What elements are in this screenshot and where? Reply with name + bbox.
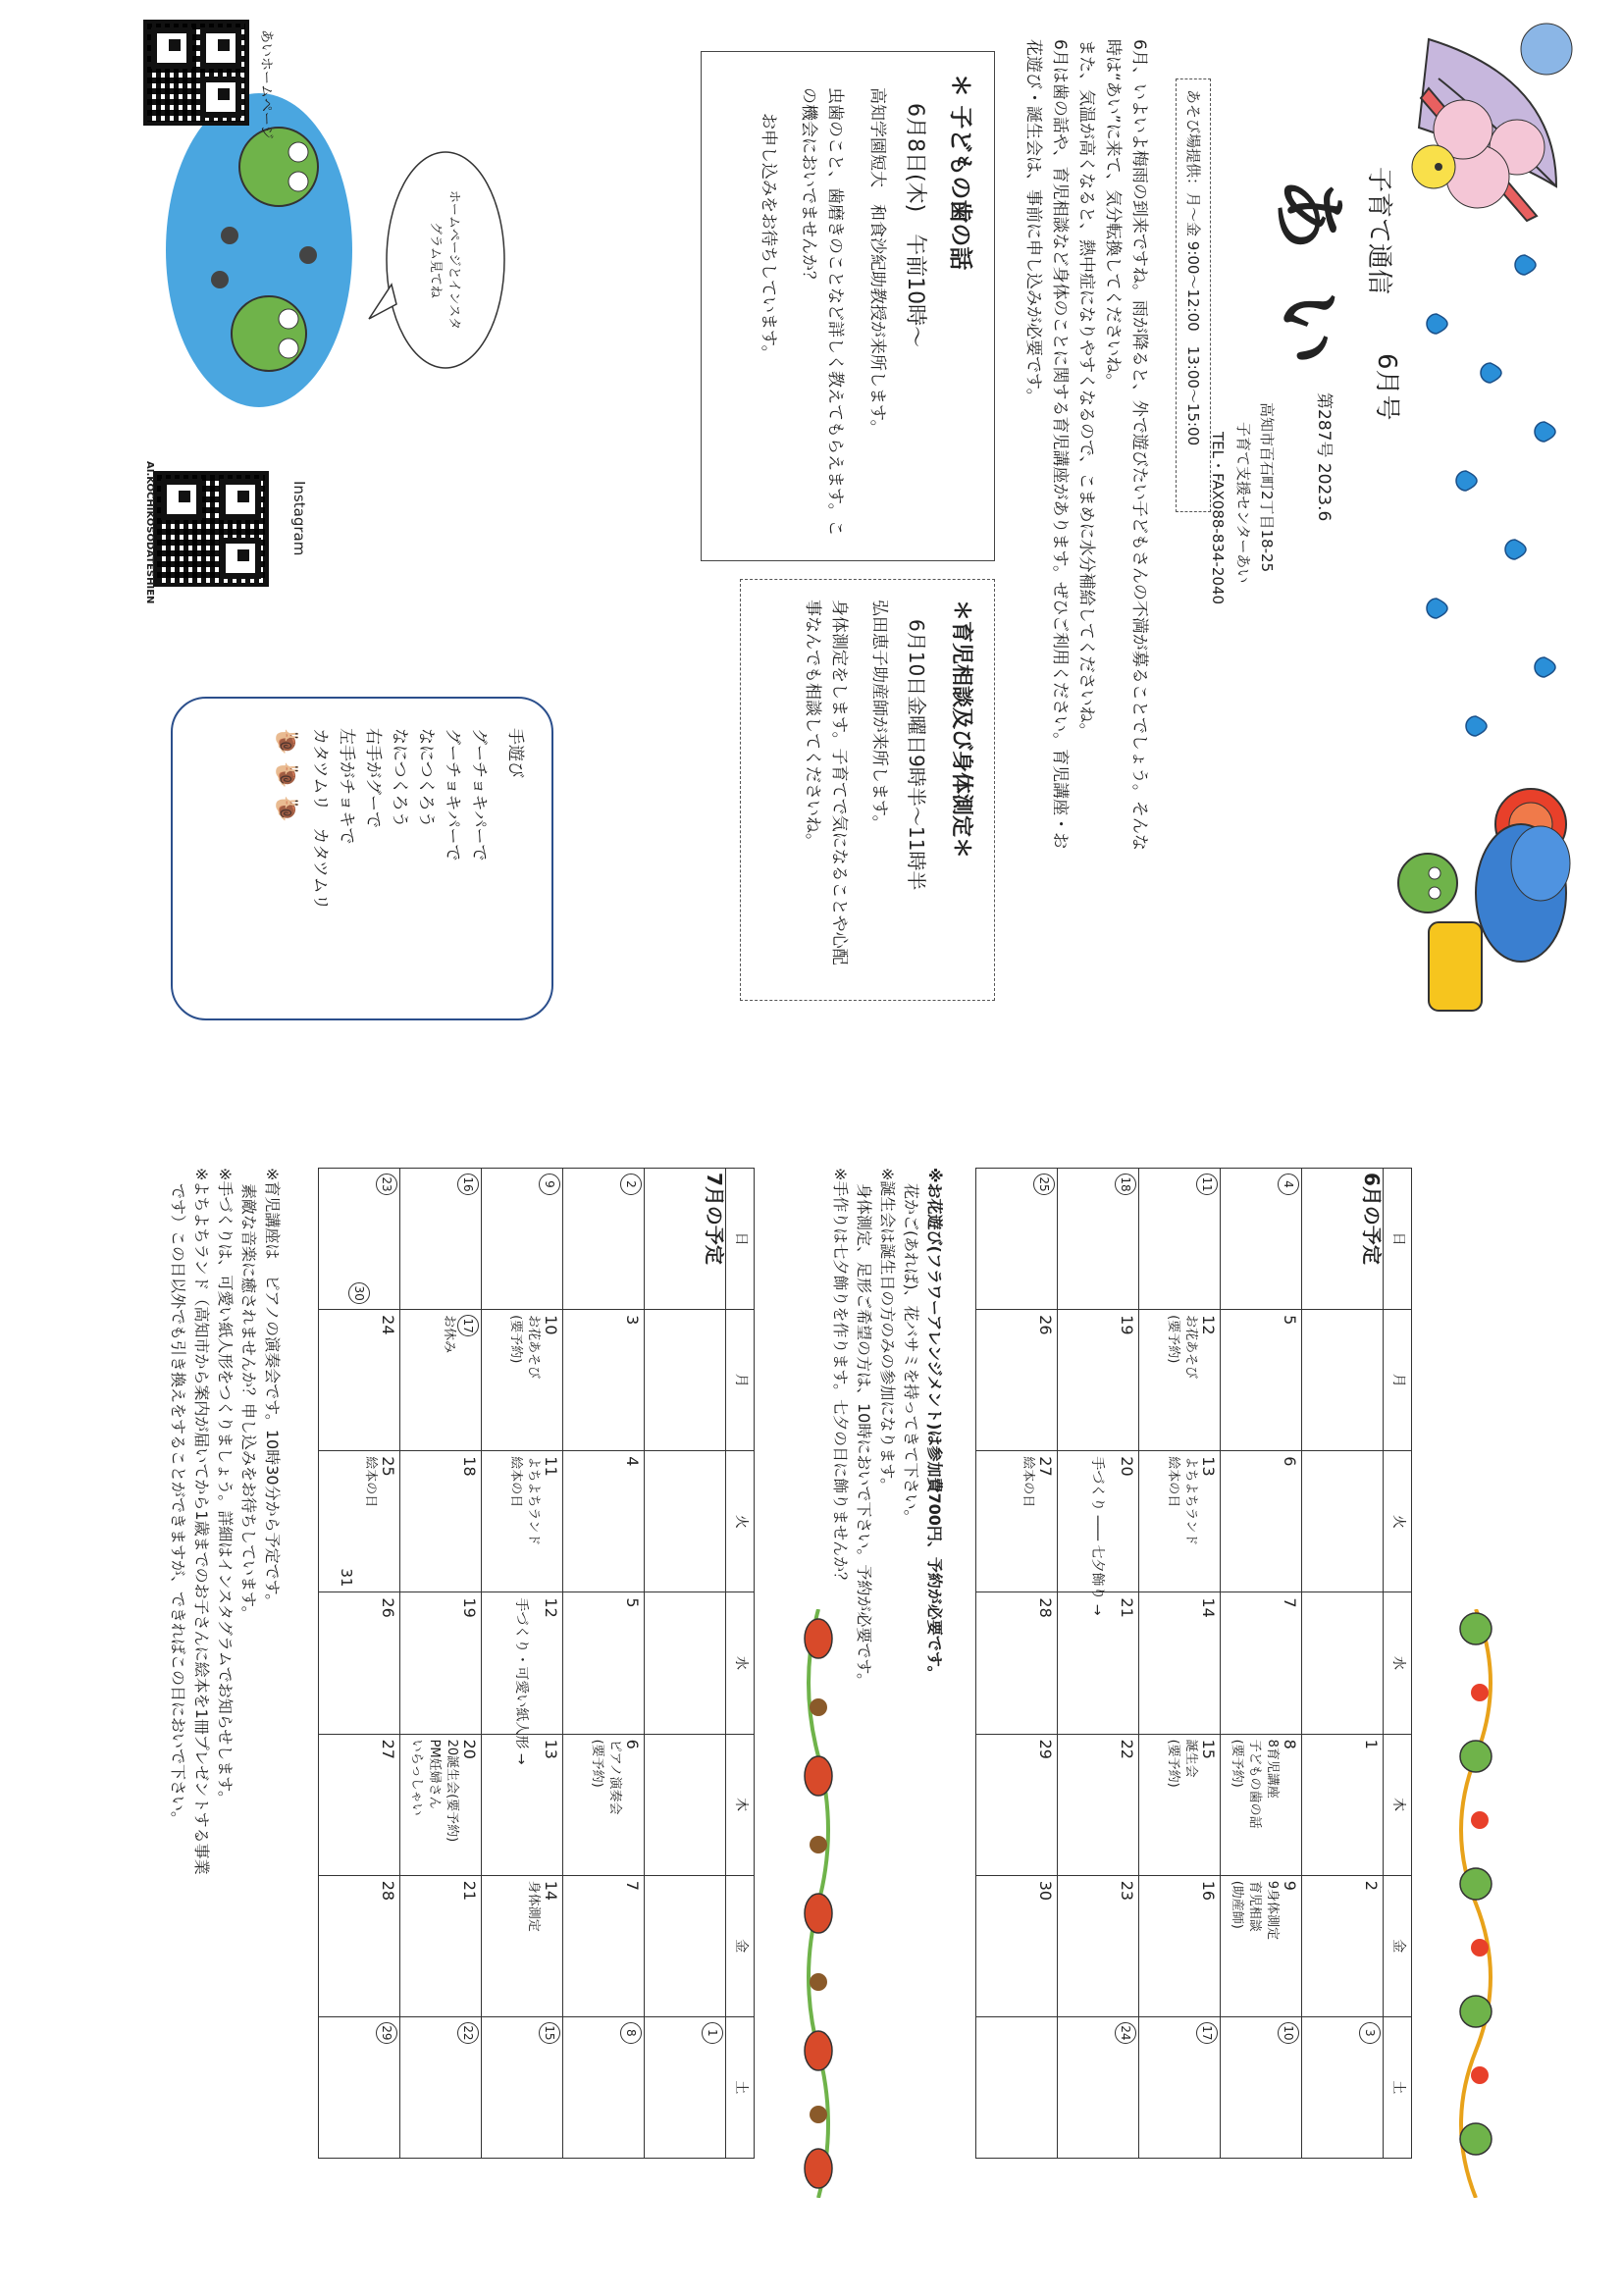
calendar-day-cell xyxy=(976,1875,1058,2016)
calendar-day-cell xyxy=(482,1310,563,1451)
weekday-header: 金 xyxy=(1384,1875,1412,2016)
calendar-day-cell xyxy=(1302,1875,1384,2016)
weekday-header: 火 xyxy=(726,1451,755,1592)
calendar-event: (要予約) xyxy=(508,1315,523,1364)
day-number: 6 xyxy=(623,1739,642,1749)
calendar-day-cell xyxy=(1139,1592,1221,1734)
calendar-event: お花あそび xyxy=(526,1315,541,1380)
day-number: 14 xyxy=(542,1880,560,1902)
day-number: 2 xyxy=(620,1174,642,1304)
day-number: 2 xyxy=(1362,1880,1381,1891)
weekday-header: 水 xyxy=(726,1592,755,1734)
day-number: 30 xyxy=(1036,1880,1055,1902)
calendar-day-cell xyxy=(1221,1310,1302,1451)
calendar-day-cell xyxy=(1221,1875,1302,2016)
weekday-header: 金 xyxy=(726,1875,755,2016)
day-number: 27 xyxy=(379,1739,397,1759)
calendar-day-cell xyxy=(976,1734,1058,1875)
teeth-talk-heading: ＊ 子どもの歯の話 xyxy=(947,74,974,271)
calendar-event: ピアノ演奏会 xyxy=(607,1739,622,1815)
day-number: 27 xyxy=(1036,1456,1055,1477)
day-number: 20 xyxy=(460,1739,479,1759)
july-note: ※よちよちランド（高知市から案内が届いてから1歳までのお子さんに絵本を1冊プレゼントする事業 xyxy=(192,1168,211,1875)
tel-fax: TEL・FAX088-834-2040 xyxy=(1209,432,1227,605)
calendar-day-cell xyxy=(400,2016,482,2158)
calendar-event: 絵本の日 xyxy=(363,1456,378,1508)
day-number: 29 xyxy=(1036,1739,1055,1759)
calendar-day-cell xyxy=(645,1592,726,1734)
intro-paragraph xyxy=(1020,39,1152,1030)
teasobi-line: 左手がチョキで xyxy=(337,728,356,845)
day-number: 31 xyxy=(338,1568,355,1588)
day-number: 16 xyxy=(1199,1880,1218,1902)
calendar-event: 誕生会 xyxy=(1183,1739,1198,1778)
june-note: 花かご(あれば)、花バサミを持ってきて下さい。 xyxy=(902,1168,920,1526)
calendar-event: 絵本の日 xyxy=(508,1456,523,1508)
day-number: 18 xyxy=(1115,1174,1136,1304)
calendar-day-cell xyxy=(400,1451,482,1592)
calendar-day-cell xyxy=(976,2016,1058,2158)
weekday-header: 土 xyxy=(726,2016,755,2158)
calendar-day-cell xyxy=(482,1875,563,2016)
calendar-day-cell xyxy=(319,2016,400,2158)
calendar-day-cell xyxy=(563,1310,645,1451)
hours-box xyxy=(1176,78,1211,512)
calendar-day-cell xyxy=(1139,1875,1221,2016)
center-name: 子育て支援センターあい xyxy=(1234,422,1252,584)
june-title: 6月の予定 xyxy=(1360,1173,1384,1265)
day-number: 10 xyxy=(1278,2022,1299,2153)
calendar-day-cell xyxy=(319,1451,400,1592)
speech-bubble xyxy=(367,147,514,373)
calendar-day-cell xyxy=(976,1451,1058,1592)
calendar-day-cell xyxy=(400,1734,482,1875)
calendar-day-cell xyxy=(645,1451,726,1592)
intro-line: 6月は歯の話や、育児相談など身体のことに関する育児講座があります。ぜひご利用ください。育児講座・お xyxy=(1050,39,1070,850)
calendar-event: よちよちランド xyxy=(1183,1456,1198,1546)
day-number: 25 xyxy=(379,1456,397,1477)
calendar-day-cell xyxy=(482,1451,563,1592)
snail-icons: 🐌 🐌 🐌 xyxy=(274,728,298,823)
day-number: 22 xyxy=(457,2022,479,2153)
calendar-day-cell xyxy=(1302,1451,1384,1592)
calendar-day-cell xyxy=(400,1169,482,1310)
calendar-day-cell xyxy=(1302,1310,1384,1451)
calendar-event: (要予約) xyxy=(1230,1739,1244,1788)
weekday-header: 月 xyxy=(726,1310,755,1451)
calendar-day-cell xyxy=(645,1734,726,1875)
day-number: 26 xyxy=(379,1597,397,1618)
day-number: 15 xyxy=(1199,1739,1218,1759)
calendar-day-cell xyxy=(563,1592,645,1734)
day-number: 13 xyxy=(1199,1456,1218,1477)
july-calendar xyxy=(318,1168,755,2159)
calendar-event: 絵本の日 xyxy=(1166,1456,1180,1508)
day-number: 25 xyxy=(1033,1174,1055,1304)
calendar-day-cell xyxy=(1139,1310,1221,1451)
instagram-qr-code[interactable] xyxy=(153,471,269,587)
weekday-header: 日 xyxy=(1384,1169,1412,1310)
weekday-header: 水 xyxy=(1384,1592,1412,1734)
calendar-day-cell xyxy=(563,1875,645,2016)
calendar-day-cell xyxy=(1139,1451,1221,1592)
calendar-day-cell xyxy=(645,1310,726,1451)
day-number: 22 xyxy=(1118,1739,1136,1759)
teasobi-line: なにつくろう xyxy=(416,728,436,828)
calendar-day-cell xyxy=(319,1734,400,1875)
teeth-talk-datetime: 6月8日(木) 午前10時～ xyxy=(903,103,927,348)
day-number: 6 xyxy=(1281,1456,1299,1467)
weekday-header: 月 xyxy=(1384,1310,1412,1451)
teeth-talk-lecturer: 高知学園短大 和食沙紀助教授が来所します。 xyxy=(867,87,887,437)
day-number: 14 xyxy=(1199,1597,1218,1618)
calendar-event: (要予約) xyxy=(590,1739,604,1788)
speech-bubble-text: ホームページとインスタグラム見てね xyxy=(428,189,461,331)
span-arrow-label: 手づくり ─── 七夕飾り → xyxy=(1089,1456,1105,1616)
calendar-day-cell xyxy=(563,2016,645,2158)
day-number: 12 xyxy=(1199,1315,1218,1335)
calendar-day-cell xyxy=(1221,1169,1302,1310)
intro-line: 時は“あい”に来て、気分転換してくださいね。 xyxy=(1103,39,1123,391)
calendar-day-cell xyxy=(482,2016,563,2158)
day-number: 23 xyxy=(1118,1880,1136,1902)
july-note: ※手づくりは、可愛い紙人形をつくりましょう。詳細はインスタグラムでお知らせします。 xyxy=(216,1168,235,1807)
sun-cloud-frog-illustration xyxy=(1384,775,1599,1030)
teasobi-line: 右手がグーで xyxy=(363,728,383,828)
june-note: ※お花遊び(フラワーアレンジメント)は参加費700円、予約が必要です。 xyxy=(925,1168,944,1682)
issue-number: 第287号 2023.6 xyxy=(1314,392,1334,522)
consult-heading: ＊育児相談及び身体測定＊ xyxy=(949,600,973,860)
calendar-event: 8育児講座 xyxy=(1265,1739,1280,1799)
calendar-event: (要予約) xyxy=(1166,1315,1180,1364)
intro-line: 花遊び・誕生会は、事前に申し込みが必要です。 xyxy=(1023,39,1043,405)
day-number: 1 xyxy=(1362,1739,1381,1749)
day-number: 26 xyxy=(1036,1315,1055,1335)
teasobi-line: グーチョキパーで xyxy=(443,728,462,861)
july-note: 素敵な音楽に癒されませんか？申し込みをお待ちしています。 xyxy=(239,1168,258,1622)
calendar-day-cell xyxy=(319,1875,400,2016)
calendar-day-cell xyxy=(1302,1592,1384,1734)
homepage-qr-code[interactable] xyxy=(143,20,249,126)
weekday-header: 火 xyxy=(1384,1451,1412,1592)
calendar-day-cell xyxy=(645,1169,726,1310)
day-number: 12 xyxy=(542,1597,560,1618)
calendar-day-cell xyxy=(1058,2016,1139,2158)
calendar-day-cell xyxy=(400,1875,482,2016)
day-number: 21 xyxy=(460,1880,479,1902)
day-number: 9 xyxy=(1281,1880,1299,1891)
raindrops-row xyxy=(1397,226,1584,765)
calendar-day-cell xyxy=(1221,1451,1302,1592)
teeth-talk-body: 虫歯のこと、歯磨きのことなど詳しく教えてもらえます。この機会においでませんか？ xyxy=(799,87,845,537)
day-number: 11 xyxy=(1196,1174,1218,1304)
consult-body: 身体測定をします。子育てで気になることや心配事なんでも相談してくださいね。 xyxy=(803,600,849,965)
teeth-talk-closing: お申し込みをお待ちしています。 xyxy=(759,113,778,362)
day-number: 23 xyxy=(376,1174,397,1304)
day-number: 19 xyxy=(460,1597,479,1618)
day-number: 1 xyxy=(702,2022,723,2153)
calendar-day-cell xyxy=(1058,1875,1139,2016)
calendar-event: PM妊婦さん xyxy=(427,1739,442,1809)
calendar-day-cell xyxy=(1139,1169,1221,1310)
day-number: 7 xyxy=(623,1880,642,1891)
day-number: 10 xyxy=(542,1315,560,1335)
calendar-event: 9身体測定 xyxy=(1265,1880,1280,1940)
day-number: 5 xyxy=(623,1597,642,1608)
day-number: 4 xyxy=(623,1456,642,1467)
calendar-day-cell xyxy=(1302,2016,1384,2158)
calendar-day-cell xyxy=(319,1310,400,1451)
calendar-day-cell xyxy=(563,1451,645,1592)
calendar-event: お花あそび xyxy=(1183,1315,1198,1380)
consult-box xyxy=(740,579,995,1001)
day-number: 19 xyxy=(1118,1315,1136,1335)
calendar-day-cell xyxy=(563,1734,645,1875)
calendar-event: 子どもの歯の話 xyxy=(1247,1739,1262,1829)
beetle-garland-icon xyxy=(789,1609,848,2198)
day-number: 29 xyxy=(376,2022,397,2153)
day-number: 5 xyxy=(1281,1315,1299,1326)
july-note: ※育児講座は ピアノの演奏会です。10時30分から予定です。 xyxy=(263,1168,282,1610)
calendar-event: 絵本の日 xyxy=(1021,1456,1035,1508)
day-number: 15 xyxy=(539,2022,560,2153)
calendar-day-cell xyxy=(645,1875,726,2016)
calendar-day-cell xyxy=(976,1310,1058,1451)
day-number: 17 xyxy=(457,1315,479,1445)
teasobi-line: なにつくろう xyxy=(390,728,409,828)
calendar-day-cell xyxy=(1058,1169,1139,1310)
calendar-day-cell xyxy=(976,1592,1058,1734)
day-number: 28 xyxy=(379,1880,397,1902)
calendar-day-cell xyxy=(976,1169,1058,1310)
calendar-event: よちよちランド xyxy=(526,1456,541,1546)
calendar-day-cell xyxy=(319,1592,400,1734)
teasobi-title: 手遊び xyxy=(505,728,525,778)
june-note: ※手作りは七夕飾りを作ります。七夕の日に飾りませんか？ xyxy=(831,1168,850,1589)
calendar-day-cell xyxy=(400,1592,482,1734)
day-number: 30 xyxy=(348,1174,370,1304)
consult-datetime: 6月10日金曜日9時半～11時半 xyxy=(905,619,928,891)
calendar-day-cell xyxy=(1221,1592,1302,1734)
calendar-event: 育児相談 xyxy=(1247,1880,1262,1932)
calendar-day-cell xyxy=(1302,1169,1384,1310)
calendar-day-cell xyxy=(1221,2016,1302,2158)
june-calendar xyxy=(975,1168,1412,2159)
weekday-header: 木 xyxy=(726,1734,755,1875)
day-number: 13 xyxy=(542,1739,560,1759)
instagram-label: Instagram xyxy=(290,481,308,556)
day-number: 4 xyxy=(1278,1174,1299,1304)
issue-month: 6月号 xyxy=(1372,353,1401,421)
instagram-qr-caption: AI.KOCHIKOSODATESHIEN xyxy=(144,461,155,604)
address: 高知市百石町2丁目18-25 xyxy=(1258,402,1276,573)
weekday-header: 木 xyxy=(1384,1734,1412,1875)
day-number: 28 xyxy=(1036,1597,1055,1618)
day-number: 24 xyxy=(1115,2022,1136,2153)
day-number: 16 xyxy=(457,1174,479,1304)
day-number: 3 xyxy=(623,1315,642,1326)
newsletter-label: 子育て通信 xyxy=(1364,167,1393,295)
calendar-day-cell xyxy=(563,1169,645,1310)
frog-garland-icon xyxy=(1446,1609,1505,2198)
calendar-day-cell xyxy=(645,2016,726,2158)
intro-line: 6月、いよいよ梅雨の到来ですね。雨が降ると、外で遊びたい子どもさんの不満が募ることでしょう。そんな xyxy=(1129,39,1149,851)
weekday-header: 土 xyxy=(1384,2016,1412,2158)
calendar-day-cell xyxy=(1302,1734,1384,1875)
calendar-day-cell xyxy=(1058,1734,1139,1875)
homepage-label: あいホームページ xyxy=(258,29,274,139)
teeth-talk-box xyxy=(701,51,995,561)
intro-line: また、気温が高くなると、熱中症になりやすくなるので、こまめに水分補給してくださいね。 xyxy=(1076,39,1096,740)
july-notes xyxy=(166,1168,284,2227)
calendar-day-cell xyxy=(400,1310,482,1451)
day-number: 18 xyxy=(460,1456,479,1477)
calendar-event: お休み xyxy=(442,1315,456,1354)
calendar-event: いらっしゃい xyxy=(409,1739,424,1816)
july-title: 7月の予定 xyxy=(703,1173,726,1265)
day-number: 8 xyxy=(1281,1739,1299,1749)
calendar-day-cell xyxy=(1058,1310,1139,1451)
teasobi-line: グーチョキパーで xyxy=(469,728,489,861)
day-number: 11 xyxy=(542,1456,560,1477)
day-number: 24 xyxy=(379,1315,397,1335)
day-number: 9 xyxy=(539,1174,560,1304)
calendar-event: 20誕生会(要予約) xyxy=(445,1739,459,1843)
calendar-day-cell xyxy=(1221,1734,1302,1875)
teasobi-line: カタツムリ カタツムリ xyxy=(310,728,330,911)
calendar-day-cell xyxy=(1139,1734,1221,1875)
calendar-event: (要予約) xyxy=(1166,1739,1180,1788)
teasobi-box xyxy=(171,697,553,1020)
newsletter-title: あい xyxy=(1265,177,1352,404)
june-note: ※誕生会は誕生日の方のみの参加になります。 xyxy=(878,1168,897,1494)
july-note: です）この日以外でも引き換えをすることができますが、できればこの日においで下さい。 xyxy=(169,1168,187,1828)
day-number: 3 xyxy=(1359,2022,1381,2153)
calendar-event: (助産師) xyxy=(1230,1880,1244,1929)
day-number: 20 xyxy=(1118,1456,1136,1477)
june-note: 身体測定、足形ご希望の方は、10時においで下さい。予約が必要です。 xyxy=(855,1168,873,1690)
day-number: 17 xyxy=(1196,2022,1218,2153)
calendar-day-cell xyxy=(482,1169,563,1310)
weekday-header: 日 xyxy=(726,1169,755,1310)
calendar-day-cell xyxy=(319,1169,400,1310)
span-arrow-label: 手づくり・可愛い紙人形 → xyxy=(513,1597,529,1765)
day-number: 8 xyxy=(620,2022,642,2153)
day-number: 21 xyxy=(1118,1597,1136,1618)
calendar-day-cell xyxy=(1139,2016,1221,2158)
calendar-event: 身体測定 xyxy=(526,1880,541,1932)
hours-text: あそび場提供：月～金 9:00～12:00 13:00～15:00 xyxy=(1184,89,1202,446)
day-number: 7 xyxy=(1281,1597,1299,1608)
umbrella-illustration xyxy=(1399,20,1596,226)
consult-lecturer: 弘田恵子助産師が来所します。 xyxy=(869,600,889,832)
